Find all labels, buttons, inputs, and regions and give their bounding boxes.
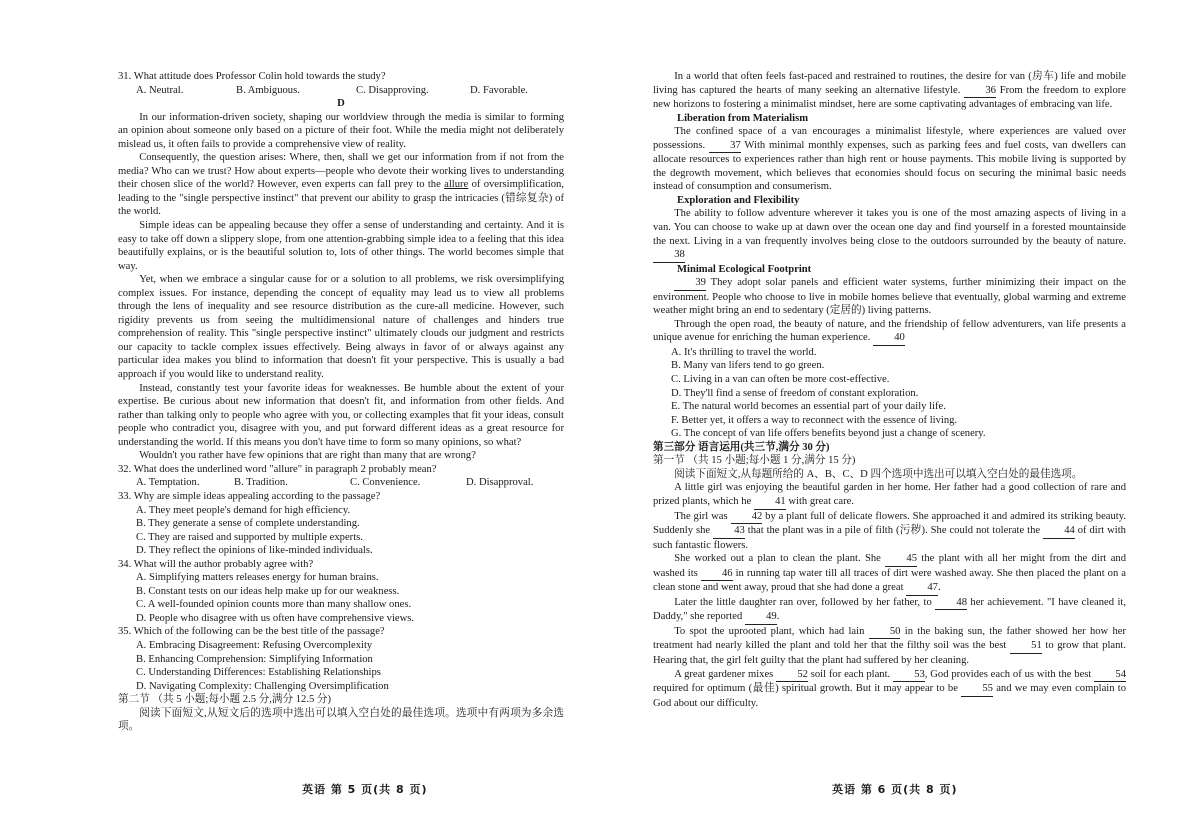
cloze-paragraph-1: A little girl was enjoying the beautiful garden in her home. Her father had a good collection of rare and prized plants, which he 41 with great care. [653, 481, 1126, 509]
paragraph-6: Wouldn't you rather have few opinions that are right than many that are wrong? [139, 450, 476, 462]
option: D. Navigating Complexity: Challenging Oversimplification [136, 680, 389, 692]
blank-53: 53 [893, 668, 925, 683]
option: C. Disapproving. [356, 84, 429, 96]
choice: E. The natural world becomes an essential part of your daily life. [671, 401, 946, 413]
blank-36: 36 [964, 84, 996, 99]
underlined-word: allure [444, 179, 469, 191]
paragraph-footprint: 39 They adopt solar panels and efficient water systems, further minimizing their impact on the environment. People who choose to live in mobile homes believe that eventually, global warming and extreme weather might bring an end to sedentary (定居的) living patterns. [653, 277, 1126, 317]
blank-43: 43 [713, 524, 745, 539]
option: D. People who disagree with us often have comprehensive views. [136, 612, 415, 624]
paragraph-exploration: The ability to follow adventure wherever it takes you is one of the most amazing aspects of living in a van. You can choose to wake up at dawn over the ocean one day and find yourself in a forested mountainside the next. Living in a van frequently involves being close to the outdoors surrounded by the beauty of nature. 38 [653, 207, 1126, 262]
part-3-heading: 第三部分 语言运用(共三节,满分 30 分) [653, 441, 830, 453]
page-footer-right: 英语 第 6 页(共 8 页) [832, 783, 958, 796]
question-34: 34. What will the author probably agree with? [118, 558, 314, 570]
paragraph-5: Instead, constantly test your favorite ideas for weaknesses. Be humble about the extent of your expertise. Be curious about new information that doesn't fit, and information from other fields. And rather than talking only to people who agree with you, or collecting examples that fit your ideas, consult people who contradict you, disagree with you, and put forward different ideas as a great resource for understanding the world. If this means you don't have time to form so many opinions, so what? [118, 382, 564, 448]
option: B. Enhancing Comprehension: Simplifying Information [136, 653, 373, 665]
blank-45: 45 [885, 552, 917, 567]
blank-51: 51 [1010, 639, 1042, 654]
choice: B. Many van lifers tend to go green. [671, 360, 825, 372]
option: A. Neutral. [136, 84, 184, 96]
passage-intro: In a world that often feels fast-paced and restrained to routines, the desire for van (房车) life and mobile living has captured the hearts of many seeking an alternative lifestyle. 36 From the freedom to explore new horizons to fostering a minimalist mindset, here are some captivating advantages of embracing van life. [653, 71, 1126, 111]
option: A. Embracing Disagreement: Refusing Overcomplexity [136, 639, 373, 651]
blank-39: 39 [674, 276, 706, 291]
option: D. Disapproval. [466, 477, 534, 489]
option: C. Understanding Differences: Establishing Relationships [136, 667, 381, 679]
heading-exploration: Exploration and Flexibility [677, 194, 800, 206]
option: B. Constant tests on our ideas help make up for our weakness. [136, 585, 400, 597]
blank-55: 55 [961, 682, 993, 697]
option: A. Simplifying matters releases energy for human brains. [136, 572, 379, 584]
blank-54: 54 [1094, 668, 1126, 683]
option: B. Tradition. [234, 477, 288, 489]
blank-50: 50 [869, 625, 901, 640]
paragraph-3: Simple ideas can be appealing because they offer a sense of understanding and certainty. And it is easy to take off down a slippery slope, from one attention-grabbing simple idea to a feeling that this idea beautifully explains, or is the beautiful solution to, lots of other things. The world becomes simple that way. [118, 220, 564, 272]
option: C. Convenience. [350, 477, 421, 489]
question-32-options [136, 476, 564, 490]
blank-46: 46 [701, 567, 733, 582]
section-1-title: 第一节 （共 15 小题;每小题 1 分,满分 15 分) [653, 455, 856, 467]
right-column [653, 70, 1126, 710]
paragraph-1: In our information-driven society, shaping our worldview through the media is similar to forming an opinion about someone only based on a picture of their foot. While the media might not deliberately mislead us, it often fails to provide a comprehensive view of reality. [118, 111, 564, 150]
option: A. They meet people's demand for high efficiency. [136, 504, 351, 516]
option: C. They are raised and supported by multiple experts. [136, 531, 363, 543]
blank-52: 52 [776, 668, 808, 683]
choice: D. They'll find a sense of freedom of constant exploration. [671, 387, 919, 399]
section-d-heading: D [337, 98, 345, 110]
question-31: 31. What attitude does Professor Colin hold towards the study? [118, 71, 386, 82]
blank-40: 40 [873, 331, 905, 346]
heading-liberation: Liberation from Materialism [677, 112, 809, 124]
section-1-instructions: 阅读下面短文,从每题所给的 A、B、C、D 四个选项中选出可以填入空白处的最佳选项。 [674, 468, 1083, 480]
blank-37: 37 [709, 139, 741, 154]
paragraph-4: Yet, when we embrace a singular cause for or a solution to all problems, we risk oversimplifying complex issues. For instance, depending the concept of equality may lead us to view all problems through the lens of inequality and see resource distribution as the cure-all medicine. However, such rigidity prevents us from seeing the multidimensional nature of challenges and hinders true comprehension of reality. This "single perspective instinct" ultimately clouds our judgment and restricts our capacity to tackle complex issues effectively. Being always in favor of or always against any particular idea makes you blind to information that doesn't fit your perspective. This is usually a bad approach if you would like to understand reality. [118, 274, 564, 381]
paragraph-2: Consequently, the question arises: Where, then, shall we get our information from if not from the media? Who can we trust? How about experts—people who devote their working lives to understanding their chosen slice of the world? However, even experts can fall prey to the allure of oversimplification, leading to the "single perspective instinct" that prevent our ability to grasp the intricacies (错综复杂) of the world. [118, 152, 565, 218]
blank-49: 49 [745, 610, 777, 625]
option: D. They reflect the opinions of like-minded individuals. [136, 545, 373, 557]
cloze-paragraph-3: She worked out a plan to clean the plant. She 45 the plant with all her might from the dirt and washed its 46 in running tap water till all traces of dirt were washed away. She then placed the plant on a clean stone and went away, proud that she had done a great 47. [653, 552, 1126, 596]
blank-44: 44 [1043, 524, 1075, 539]
cloze-paragraph-2: The girl was 42 by a plant full of delicate flowers. She approached it and admired its striking beauty. Suddenly she 43 that the plant was in a pile of filth (污秽). She could not tolerate the 44 of dirt with such fantastic flowers. [653, 510, 1126, 551]
choice: G. The concept of van life offers benefits beyond just a change of scenery. [671, 428, 986, 440]
paragraph-conclusion: Through the open road, the beauty of nature, and the friendship of fellow adventurers, van life presents a unique avenue for enriching the human experience. 40 [653, 318, 1126, 346]
choice: C. Living in a van can often be more cost-effective. [671, 374, 890, 386]
page-footer-left: 英语 第 5 页(共 8 页) [302, 783, 428, 796]
option: C. A well-founded opinion counts more than many shallow ones. [136, 599, 412, 611]
blank-41: 41 [754, 495, 786, 510]
option: B. They generate a sense of complete understanding. [136, 518, 360, 530]
blank-42: 42 [731, 510, 763, 525]
blank-38: 38 [653, 248, 685, 263]
option: B. Ambiguous. [236, 84, 300, 96]
blank-47: 47 [906, 581, 938, 596]
cloze-paragraph-4: Later the little daughter ran over, followed by her father, to 48 her achievement. "I have cleaned it, Daddy," she reported 49. [653, 596, 1126, 625]
question-32: 32. What does the underlined word "allure" in paragraph 2 probably mean? [118, 463, 437, 475]
choice: A. It's thrilling to travel the world. [671, 346, 817, 358]
blank-48: 48 [935, 596, 967, 611]
left-column [118, 70, 564, 734]
question-31-options [136, 84, 564, 98]
paragraph-liberation: The confined space of a van encourages a minimalist lifestyle, where experiences are valued over possessions. 37 With minimal monthly expenses, such as parking fees and fuel costs, van dwellers can allocate resources to experiences rather than high rent or house payments. This mobile living is supported by the degrowth movement, which believes that economies should focus on securing the minimal basic needs instead of consumption and consumerism. [653, 126, 1126, 193]
question-33: 33. Why are simple ideas appealing according to the passage? [118, 490, 381, 502]
section-2-title: 第二节 （共 5 小题;每小题 2.5 分,满分 12.5 分) [118, 694, 332, 706]
heading-footprint: Minimal Ecological Footprint [677, 263, 812, 275]
cloze-paragraph-5: To spot the uprooted plant, which had lain 50 in the baking sun, the father showed her how her treatment had nearly killed the plant and told her that the filthy soil was the best 51 to grow that plant. Hearing that, the girl felt guilty that the plant had suffered by her cleaning. [653, 625, 1126, 666]
cloze-paragraph-6: A great gardener mixes 52 soil for each plant. 53, God provides each of us with the best 54 required for optimum (最佳) spiritual growth. But it may appear to be 55 and we may even complain to God about our difficulty. [653, 668, 1126, 709]
option: D. Favorable. [470, 84, 528, 96]
option: A. Temptation. [136, 477, 200, 489]
choice: F. Better yet, it offers a way to reconnect with the essence of living. [671, 414, 958, 426]
section-2-instructions: 阅读下面短文,从短文后的选项中选出可以填入空白处的最佳选项。选项中有两项为多余选项。 [118, 707, 564, 733]
question-35: 35. Which of the following can be the best title of the passage? [118, 626, 385, 638]
